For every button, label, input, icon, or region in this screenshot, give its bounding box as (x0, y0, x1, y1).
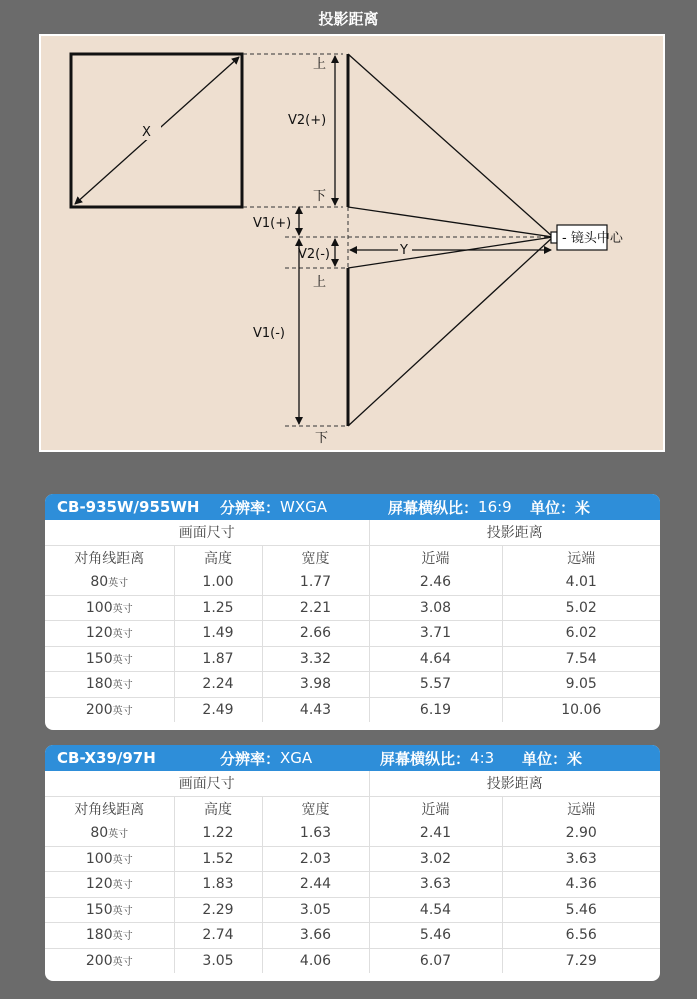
col-far: 远端 (567, 550, 596, 567)
col-near: 近端 (369, 545, 502, 570)
diagonal-unit: 英寸 (112, 956, 133, 968)
cell-width: 2.21 (262, 595, 369, 621)
cell-width: 3.66 (262, 923, 369, 949)
cell-far: 4.01 (502, 570, 660, 595)
diagonal-unit: 英寸 (112, 905, 133, 917)
cell-height: 1.87 (174, 646, 262, 672)
cell-near: 2.46 (369, 570, 502, 595)
cell-width: 4.43 (262, 697, 369, 722)
aspect-label: 屏幕横纵比： (380, 749, 471, 768)
cell-near: 3.08 (369, 595, 502, 621)
group-projection-distance: 投影距离 (369, 520, 660, 545)
col-near: 近端 (369, 796, 502, 821)
diagonal-value: 150 (85, 901, 113, 918)
cell-far: 9.05 (502, 672, 660, 698)
col-height: 高度 (174, 545, 262, 570)
table-row (45, 672, 660, 698)
label-v1-minus: V1(-) (253, 326, 285, 341)
lens-small (551, 232, 557, 243)
group-screen-size: 画面尺寸 (45, 520, 369, 545)
col-diagonal: 对角线距离 (45, 545, 174, 570)
cell-diagonal (45, 595, 174, 621)
diagonal-value: 150 (85, 650, 113, 667)
diagonal-value: 180 (85, 676, 113, 693)
table-row (45, 697, 660, 722)
cell-diagonal (45, 570, 174, 595)
col-diagonal: 对角线距离 (45, 796, 174, 821)
cell-height: 1.00 (174, 570, 262, 595)
page-title: 投影距离 (318, 10, 379, 28)
group-projection-distance: 投影距离 (369, 771, 660, 796)
cell-near: 5.46 (369, 923, 502, 949)
diagonal-unit: 英寸 (108, 578, 129, 590)
cell-diagonal (45, 697, 174, 722)
diagonal-value: 100 (85, 850, 113, 867)
diagonal-unit: 英寸 (112, 629, 133, 641)
label-down-bottom: 下 (315, 431, 329, 446)
diagonal-value: 120 (85, 876, 113, 893)
cell-far: 7.54 (502, 646, 660, 672)
diagonal-unit: 英寸 (112, 603, 133, 615)
cell-near: 3.63 (369, 872, 502, 898)
column-header-row (45, 545, 660, 570)
cell-height: 2.29 (174, 897, 262, 923)
diagonal-unit: 英寸 (108, 829, 129, 841)
resolution-label: 分辨率： (220, 749, 281, 768)
table-row (45, 897, 660, 923)
label-y: Y (400, 243, 408, 258)
cell-width: 4.06 (262, 948, 369, 973)
cell-near: 5.57 (369, 672, 502, 698)
cell-diagonal (45, 646, 174, 672)
table-row (45, 846, 660, 872)
cell-far: 4.36 (502, 872, 660, 898)
cell-far: 3.63 (502, 846, 660, 872)
cell-diagonal (45, 872, 174, 898)
diagonal-value: 200 (85, 701, 113, 718)
diagonal-value: 80 (90, 825, 109, 842)
cell-near: 3.02 (369, 846, 502, 872)
group-header-row (45, 771, 660, 796)
diagonal-unit: 英寸 (112, 880, 133, 892)
diagonal-value: 100 (85, 599, 113, 616)
group-header-row (45, 520, 660, 545)
diagonal-value: 80 (90, 574, 109, 591)
label-v2-plus: V2(+) (288, 113, 327, 128)
cell-width: 3.32 (262, 646, 369, 672)
cell-diagonal (45, 948, 174, 973)
resolution-value: WXGA (280, 498, 328, 516)
cell-width: 1.63 (262, 821, 369, 846)
label-x: X (142, 125, 151, 140)
cell-near: 4.54 (369, 897, 502, 923)
table-row (45, 595, 660, 621)
diagonal-unit: 英寸 (112, 680, 133, 692)
cell-near: 2.41 (369, 821, 502, 846)
cell-diagonal (45, 923, 174, 949)
resolution-value: XGA (280, 749, 313, 767)
spec-table-card (45, 494, 660, 730)
table-header-bar (45, 745, 660, 771)
unit-label: 单位：米 (522, 749, 583, 768)
cell-height: 2.24 (174, 672, 262, 698)
cell-width: 2.03 (262, 846, 369, 872)
cell-height: 2.74 (174, 923, 262, 949)
cell-width: 1.77 (262, 570, 369, 595)
aspect-value: 16:9 (478, 498, 512, 516)
diagonal-unit: 英寸 (112, 931, 133, 943)
table-row (45, 923, 660, 949)
unit-label: 单位：米 (530, 498, 591, 517)
aspect-label: 屏幕横纵比： (388, 498, 479, 517)
diagram-svg (41, 36, 663, 450)
cell-far: 10.06 (561, 701, 602, 718)
spec-table (45, 771, 660, 973)
cell-far: 6.02 (502, 621, 660, 647)
col-width: 宽度 (262, 545, 369, 570)
projection-diagram (39, 34, 665, 452)
col-width: 宽度 (262, 796, 369, 821)
model-name: CB-X39/97H (57, 749, 156, 767)
diagonal-unit: 英寸 (112, 654, 133, 666)
resolution-label: 分辨率： (220, 498, 281, 517)
label-down-mid: 下 (313, 189, 327, 204)
cell-diagonal (45, 821, 174, 846)
cell-width: 3.05 (262, 897, 369, 923)
cell-width: 3.98 (262, 672, 369, 698)
cell-width: 2.66 (262, 621, 369, 647)
cell-far: 5.46 (502, 897, 660, 923)
cell-near: 3.71 (369, 621, 502, 647)
diagonal-value: 200 (85, 952, 113, 969)
cell-far: 2.90 (502, 821, 660, 846)
group-screen-size: 画面尺寸 (45, 771, 369, 796)
cell-far: 7.29 (565, 952, 597, 969)
cell-height: 1.49 (174, 621, 262, 647)
diagonal-unit: 英寸 (112, 854, 133, 866)
label-v2-minus: V2(-) (298, 247, 330, 262)
cell-width: 2.44 (262, 872, 369, 898)
label-v1-plus: V1(+) (253, 216, 292, 231)
cell-diagonal (45, 846, 174, 872)
cell-height: 1.25 (174, 595, 262, 621)
table-row (45, 821, 660, 846)
cell-diagonal (45, 621, 174, 647)
column-header-row (45, 796, 660, 821)
col-far: 远端 (567, 801, 596, 818)
cell-near: 4.64 (369, 646, 502, 672)
cell-far: 6.56 (502, 923, 660, 949)
aspect-value: 4:3 (470, 749, 495, 767)
col-height: 高度 (174, 796, 262, 821)
lens-center-label: - 镜头中心 (562, 231, 623, 246)
spec-table (45, 520, 660, 722)
table-row (45, 872, 660, 898)
cell-diagonal (45, 672, 174, 698)
cell-height: 1.22 (174, 821, 262, 846)
cell-height: 3.05 (174, 948, 262, 973)
cell-height: 1.52 (174, 846, 262, 872)
model-name: CB-935W/955WH (57, 498, 200, 516)
spec-table-card (45, 745, 660, 981)
label-up-top: 上 (313, 57, 327, 72)
cell-near: 6.07 (369, 948, 502, 973)
cell-height: 2.49 (174, 697, 262, 722)
cell-diagonal (45, 897, 174, 923)
diagonal-unit: 英寸 (112, 705, 133, 717)
table-row (45, 621, 660, 647)
diagonal-value: 120 (85, 625, 113, 642)
cell-height: 1.83 (174, 872, 262, 898)
table-row (45, 646, 660, 672)
cell-far: 5.02 (502, 595, 660, 621)
table-row (45, 570, 660, 595)
label-up-mid: 上 (313, 275, 327, 290)
table-row (45, 948, 660, 973)
diagonal-value: 180 (85, 927, 113, 944)
table-header-bar (45, 494, 660, 520)
cell-near: 6.19 (369, 697, 502, 722)
